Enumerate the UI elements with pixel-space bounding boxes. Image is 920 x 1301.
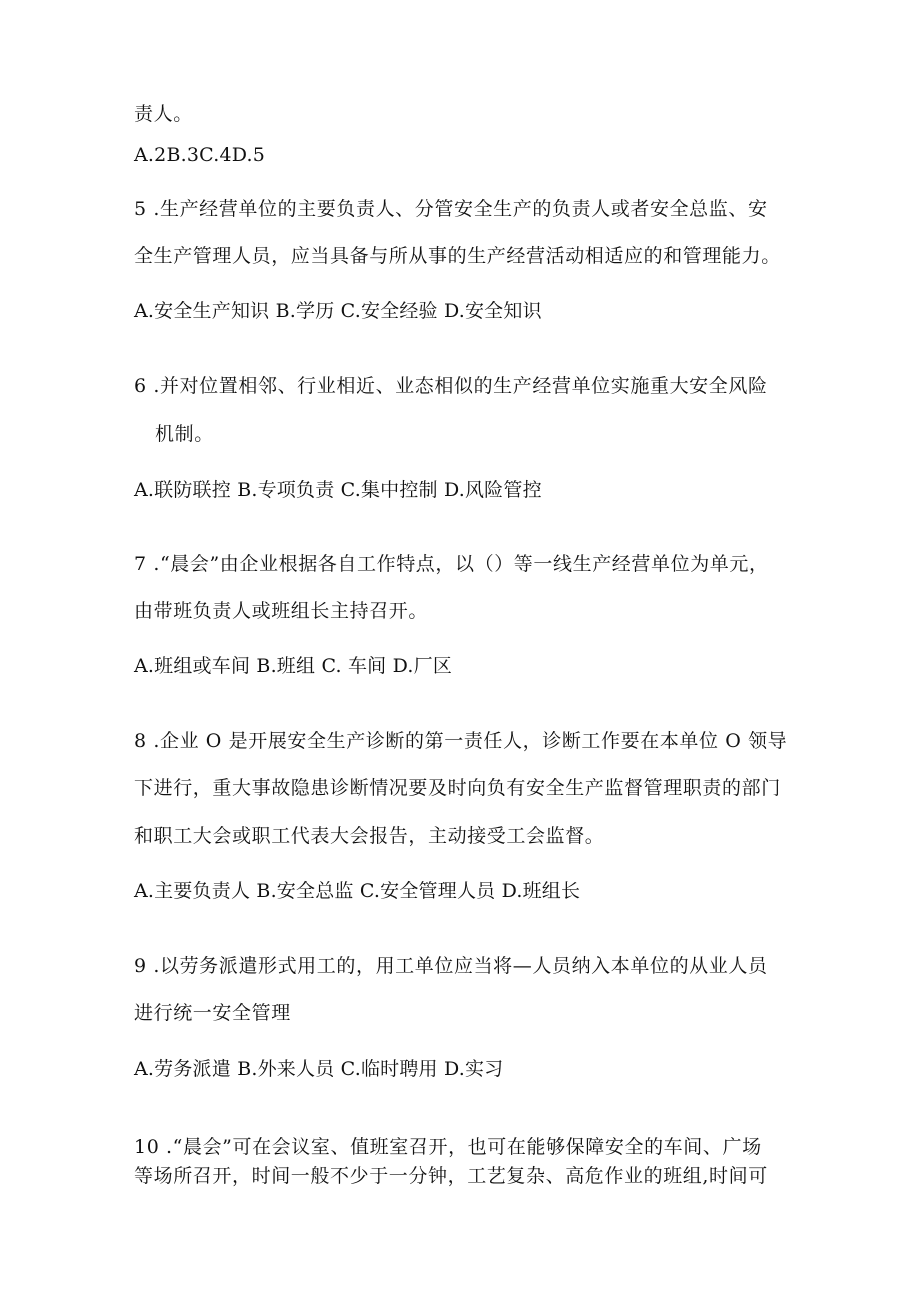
answer-options: A.主要负责人 B.安全总监 C.安全管理人员 D.班组长 (134, 880, 581, 902)
question-line: 全生产管理人员，应当具备与所从事的生产经营活动相适应的和管理能力。 (134, 245, 781, 267)
question-line: 9 .以劳务派遣形式用工的，用工单位应当将—人员纳入本单位的从业人员 (134, 955, 768, 977)
question-line: 由带班负责人或班组长主持召开。 (134, 600, 429, 622)
answer-options: A.班组或车间 B.班组 C. 车间 D.厂区 (134, 655, 453, 677)
question-line: 进行统一安全管理 (134, 1002, 291, 1024)
question-line: 机制。 (155, 423, 214, 445)
question-line: 6 .并对位置相邻、行业相近、业态相似的生产经营单位实施重大安全风险 (134, 375, 768, 397)
question-line: 5 .生产经营单位的主要负责人、分管安全生产的负责人或者安全总监、安 (134, 198, 768, 220)
question-line: 和职工大会或职工代表大会报告，主动接受工会监督。 (134, 825, 605, 847)
answer-options: A.联防联控 B.专项负责 C.集中控制 D.风险管控 (134, 479, 542, 501)
text-line: 责人。 (134, 103, 193, 125)
answer-options: A.劳务派遣 B.外来人员 C.临时聘用 D.实习 (134, 1058, 504, 1080)
question-line: 下进行，重大事故隐患诊断情况要及时向负有安全生产监督管理职责的部门 (134, 777, 781, 799)
question-line: 7 .“晨会”由企业根据各自工作特点，以（）等一线生产经营单位为单元， (134, 553, 769, 575)
answer-options: A.2B.3C.4D.5 (134, 144, 266, 166)
question-line: 8 .企业 O 是开展安全生产诊断的第一责任人，诊断工作要在本单位 O 领导 (134, 730, 788, 752)
answer-options: A.安全生产知识 B.学历 C.安全经验 D.安全知识 (134, 300, 542, 322)
question-line: 10 .“晨会”可在会议室、值班室召开，也可在能够保障安全的车间、广场 (134, 1136, 762, 1158)
question-line: 等场所召开，时间一般不少于一分钟，工艺复杂、高危作业的班组,时间可 (134, 1165, 768, 1187)
